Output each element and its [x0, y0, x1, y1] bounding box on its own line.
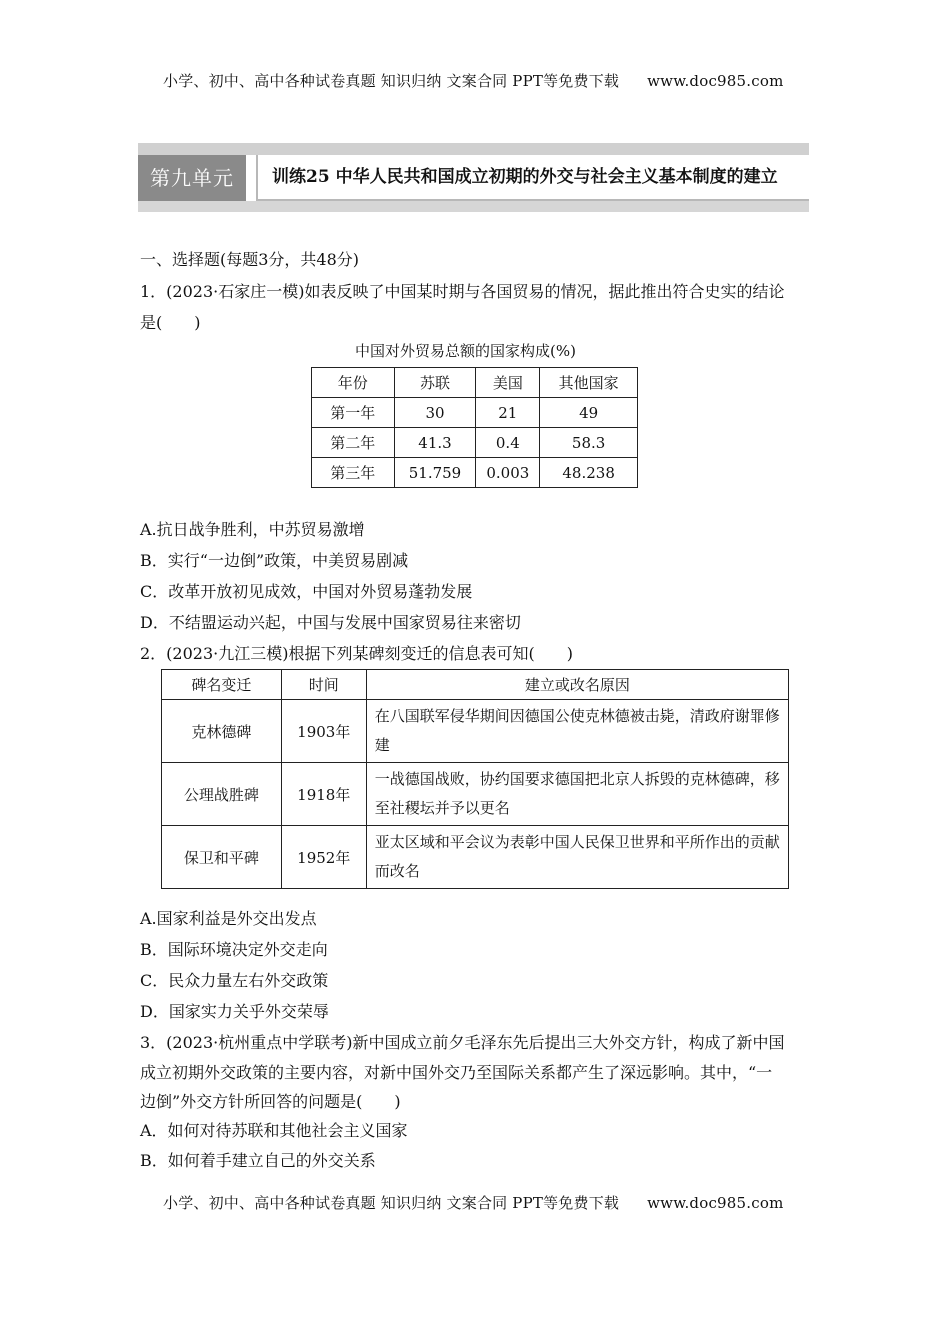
page-footer: [163, 1192, 784, 1213]
q1-table-title: 中国对外贸易总额的国家构成(%): [355, 342, 576, 360]
table-cell: 58.3: [540, 428, 638, 458]
q1-option-b[interactable]: B．实行“一边倒”政策，中美贸易剧减: [140, 551, 409, 570]
table-cell: 保卫和平碑: [162, 826, 282, 889]
table-cell: 第三年: [312, 458, 395, 488]
table-cell: 克林德碑: [162, 700, 282, 763]
table-row: [162, 763, 789, 826]
footer-slogan: 小学、初中、高中各种试卷真题 知识归纳 文案合同 PPT等免费下载: [163, 1194, 620, 1212]
q2-option-d[interactable]: D．国家实力关乎外交荣辱: [140, 1002, 329, 1021]
table-cell: 1918年: [281, 763, 366, 826]
table-cell: 48.238: [540, 458, 638, 488]
table-row: [162, 826, 789, 889]
q2-monument-table: [161, 669, 789, 889]
banner-title-box: [256, 155, 809, 201]
banner-shade-bottom: [138, 201, 809, 212]
table-row: [162, 700, 789, 763]
table-cell: 一战德国战败，协约国要求德国把北京人拆毁的克林德碑，移至社稷坛并予以更名: [366, 763, 788, 826]
q1-trade-table: [311, 367, 638, 488]
table-cell: 1952年: [281, 826, 366, 889]
header-url[interactable]: www.doc985.com: [647, 72, 784, 90]
table-cell: 第一年: [312, 398, 395, 428]
footer-url[interactable]: www.doc985.com: [647, 1194, 784, 1212]
q1-stem-line2: 是( ): [140, 313, 201, 332]
q2-stem-line1: 2．(2023·九江三模)根据下列某碑刻变迁的信息表可知( ): [140, 644, 573, 663]
banner-shade-top: [138, 143, 809, 155]
q2-option-c[interactable]: C．民众力量左右外交政策: [140, 971, 329, 990]
table-cell: 第二年: [312, 428, 395, 458]
table-cell: 亚太区域和平会议为表彰中国人民保卫世界和平所作出的贡献而改名: [366, 826, 788, 889]
table-cell: 21: [476, 398, 540, 428]
header-cell: 碑名变迁: [162, 670, 282, 700]
table-cell: 0.4: [476, 428, 540, 458]
q3-stem-line1: 3．(2023·杭州重点中学联考)新中国成立前夕毛泽东先后提出三大外交方针，构成了新中国: [140, 1033, 785, 1052]
q1-stem-line1: 1．(2023·石家庄一模)如表反映了中国某时期与各国贸易的情况，据此推出符合史实的结论: [140, 282, 785, 301]
table-cell: 41.3: [394, 428, 476, 458]
q3-option-a[interactable]: A．如何对待苏联和其他社会主义国家: [140, 1121, 408, 1140]
table-cell: 49: [540, 398, 638, 428]
table-header-row: [312, 368, 638, 398]
table-header-row: [162, 670, 789, 700]
q2-option-a[interactable]: A.国家利益是外交出发点: [140, 909, 317, 928]
header-cell: 美国: [476, 368, 540, 398]
table-row: [312, 428, 638, 458]
q3-option-b[interactable]: B．如何着手建立自己的外交关系: [140, 1151, 376, 1170]
table-cell: 0.003: [476, 458, 540, 488]
table-cell: 公理战胜碑: [162, 763, 282, 826]
section-heading: 一、选择题(每题3分，共48分): [140, 250, 360, 269]
q1-option-a[interactable]: A.抗日战争胜利，中苏贸易激增: [140, 520, 365, 539]
table-cell: 1903年: [281, 700, 366, 763]
header-cell: 年份: [312, 368, 395, 398]
q3-stem-line2: 成立初期外交政策的主要内容，对新中国外交乃至国际关系都产生了深远影响。其中，“一: [140, 1063, 773, 1082]
header-cell: 其他国家: [540, 368, 638, 398]
unit-label: 第九单元: [138, 155, 246, 201]
table-cell: 30: [394, 398, 476, 428]
table-row: [312, 398, 638, 428]
q2-option-b[interactable]: B．国际环境决定外交走向: [140, 940, 328, 959]
unit-banner: [138, 143, 809, 212]
table-cell: 在八国联军侵华期间因德国公使克林德被击毙，清政府谢罪修建: [366, 700, 788, 763]
table-row: [312, 458, 638, 488]
q3-stem-line3: 边倒”外交方针所回答的问题是( ): [140, 1092, 401, 1111]
page-header: [163, 70, 784, 91]
training-title: 训练25 中华人民共和国成立初期的外交与社会主义基本制度的建立: [272, 167, 778, 187]
header-cell: 苏联: [394, 368, 476, 398]
header-cell: 时间: [281, 670, 366, 700]
q1-option-c[interactable]: C．改革开放初见成效，中国对外贸易蓬勃发展: [140, 582, 473, 601]
q1-option-d[interactable]: D．不结盟运动兴起，中国与发展中国家贸易往来密切: [140, 613, 521, 632]
table-cell: 51.759: [394, 458, 476, 488]
header-slogan: 小学、初中、高中各种试卷真题 知识归纳 文案合同 PPT等免费下载: [163, 72, 620, 90]
header-cell: 建立或改名原因: [366, 670, 788, 700]
